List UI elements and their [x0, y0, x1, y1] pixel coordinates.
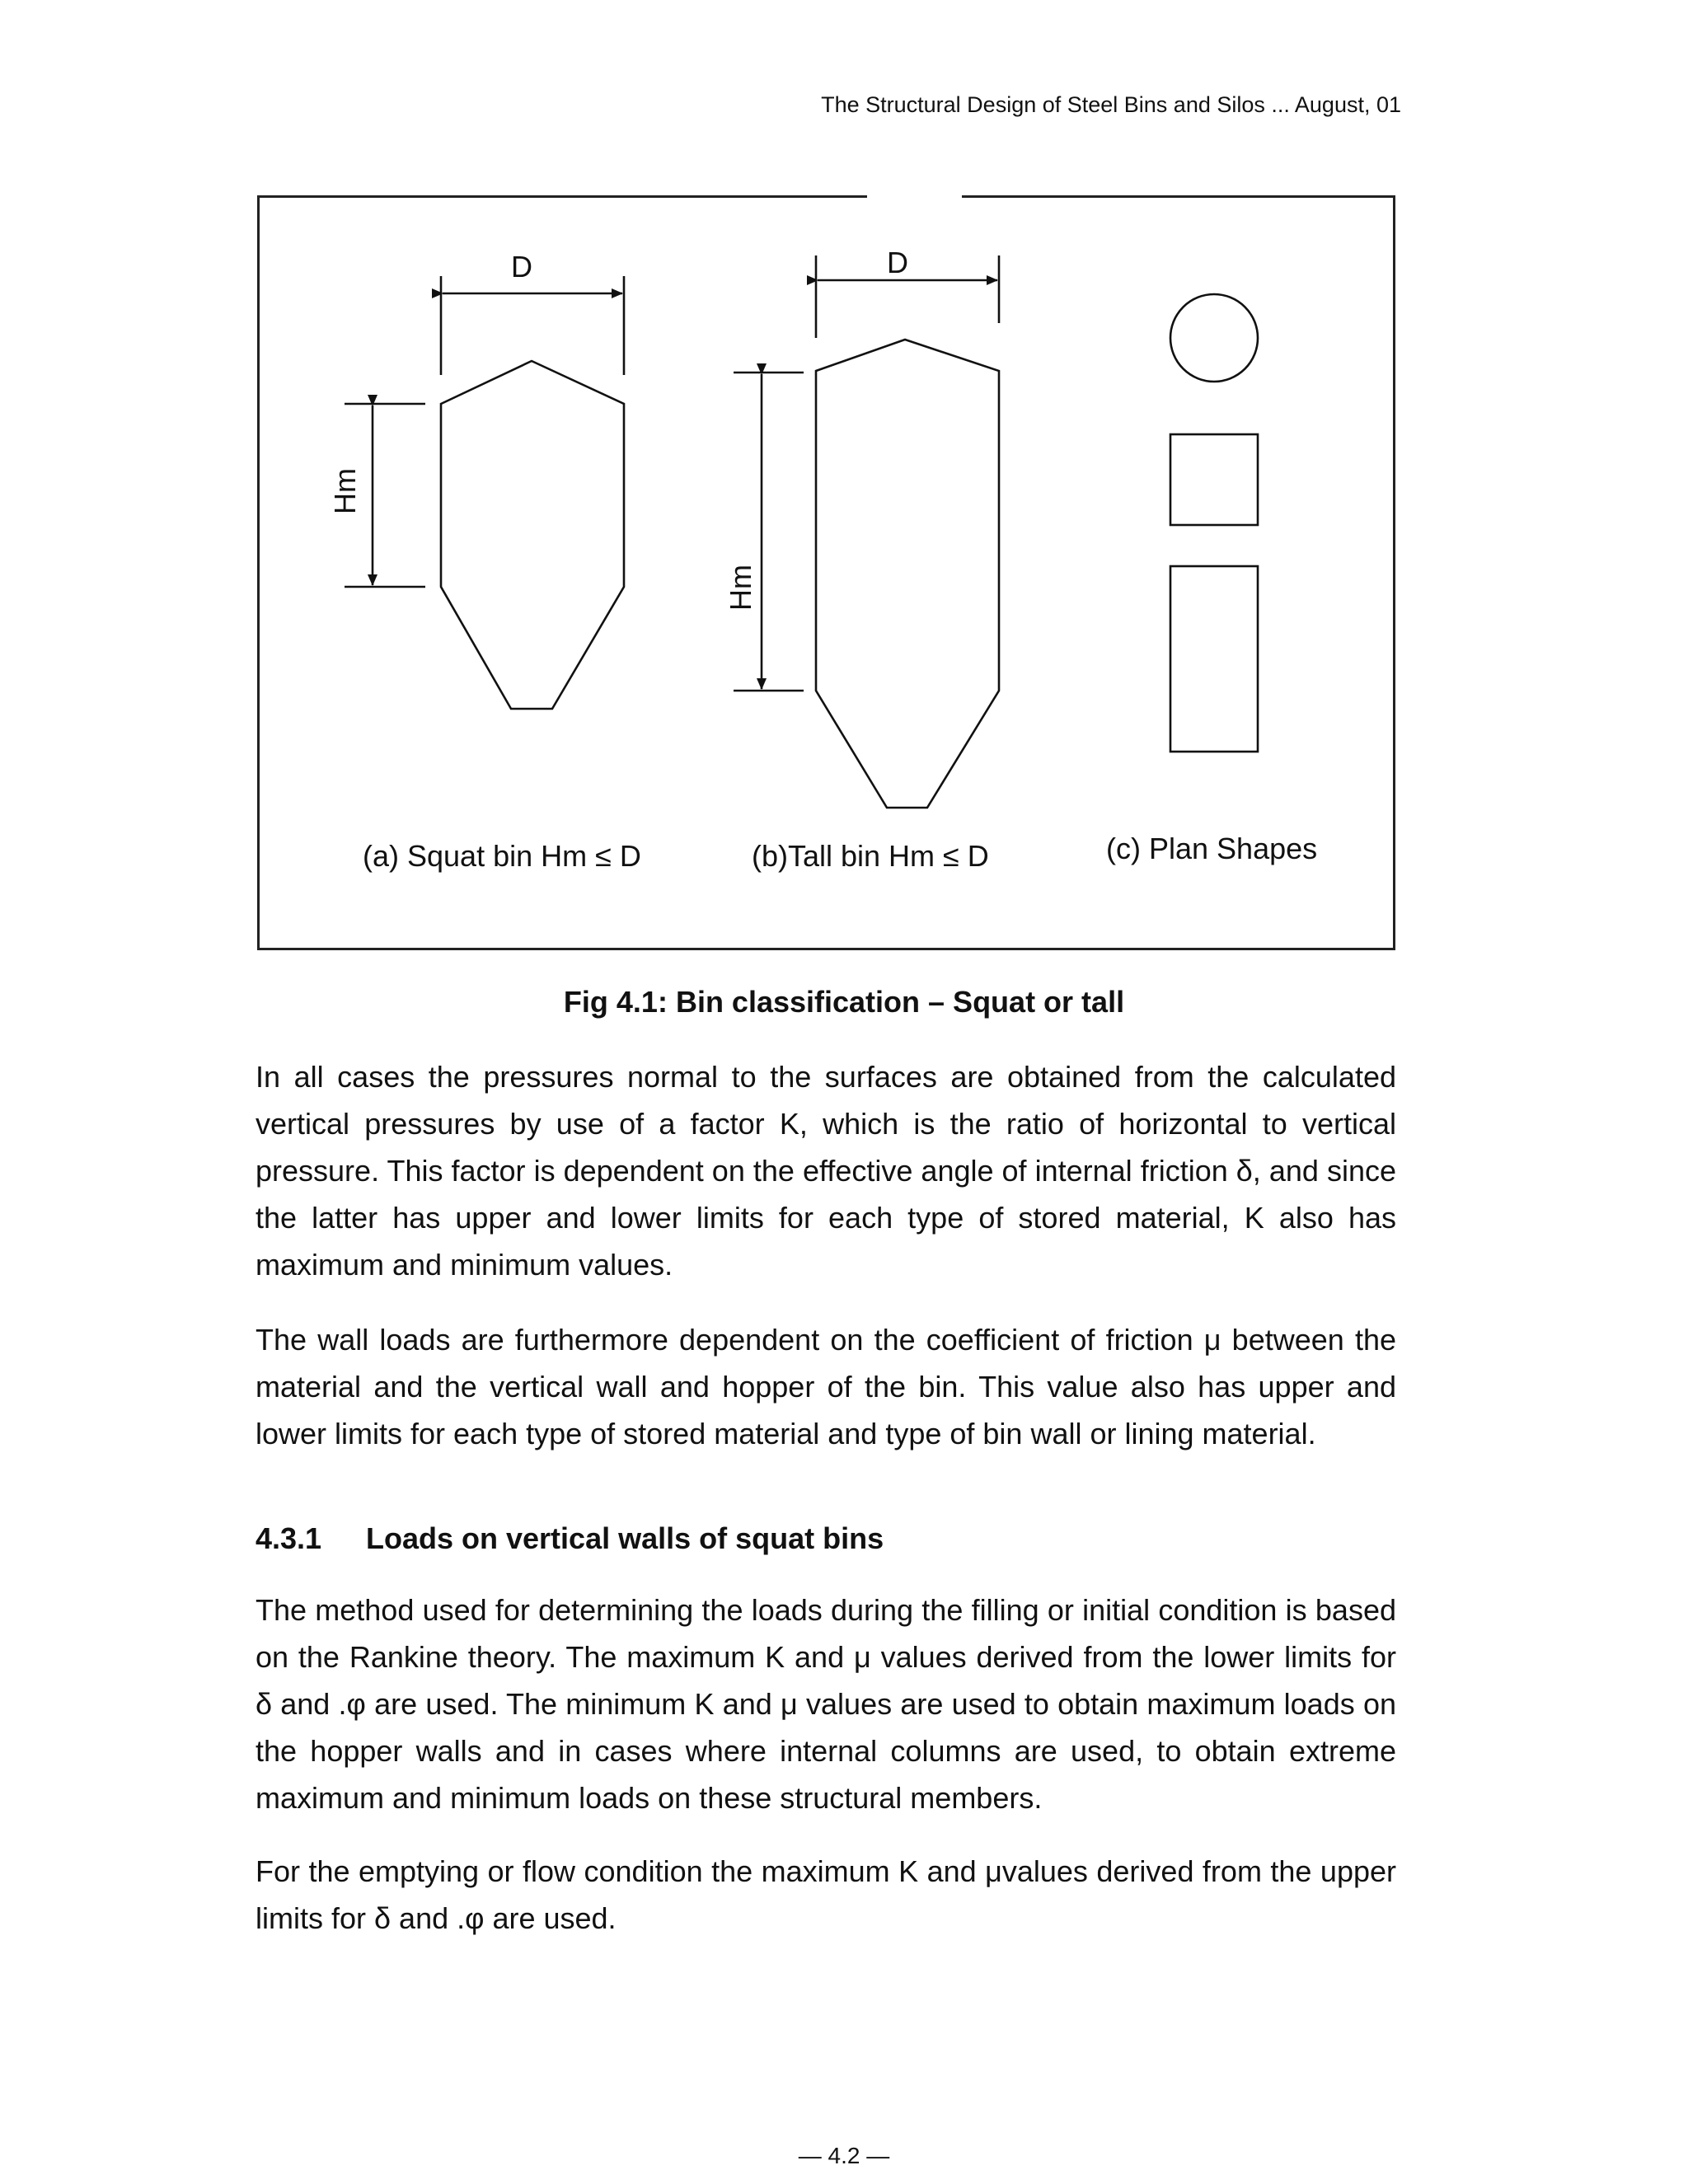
- page-number: — 4.2 —: [798, 2143, 890, 2168]
- paragraph-1: In all cases the pressures normal to the surfaces are obtained from the calculated vertical pressures by use of a factor K, which is the ratio of horizontal to vertical pressure. This factor is dependent on the effective angle of internal friction δ, and since the latter has upper and lower limits for each type of stored material, K also has maximum and minimum values.: [256, 1060, 1396, 1282]
- section-heading: [256, 1521, 884, 1556]
- panel-a-label: (a) Squat bin Hm ≤ D: [363, 839, 641, 873]
- panel-c-label: (c) Plan Shapes: [1106, 832, 1318, 865]
- squat-bin-outline: [441, 361, 624, 709]
- running-header: The Structural Design of Steel Bins and Silos ... August, 01: [821, 92, 1401, 117]
- squat-bin-hm-label: Hm: [328, 468, 362, 514]
- tall-bin-d-label: D: [887, 246, 908, 279]
- squat-bin-d-label: D: [511, 250, 532, 284]
- paragraph-3: The method used for determining the loads during the filling or initial condition is based on the Rankine theory. The maximum K and μ values derived from the lower limits for δ and .φ are used. The minimum K and μ values are used to obtain maximum loads on the hopper walls and in cases where internal columns are used, to obtain extreme maximum and minimum loads on these structural members.: [256, 1593, 1396, 1815]
- tall-bin-outline: [816, 340, 999, 808]
- rectangle-icon: [1170, 566, 1258, 752]
- panel-b-label: (b)Tall bin Hm ≤ D: [752, 839, 989, 873]
- section-title: Loads on vertical walls of squat bins: [366, 1521, 884, 1555]
- circle-icon: [1170, 294, 1258, 382]
- paragraph-4: For the emptying or flow condition the maximum K and μvalues derived from the upper limits for δ and .φ are used.: [256, 1854, 1396, 1935]
- figure-caption: Fig 4.1: Bin classification – Squat or tall: [563, 985, 1125, 1019]
- section-number: 4.3.1: [256, 1521, 322, 1555]
- square-icon: [1170, 434, 1258, 525]
- tall-bin-hm-label: Hm: [724, 565, 757, 611]
- paragraph-2: The wall loads are furthermore dependent on the coefficient of friction μ between the material and the vertical wall and hopper of the bin. This value also has upper and lower limits for each type of stored material and type of bin wall or lining material.: [256, 1323, 1396, 1451]
